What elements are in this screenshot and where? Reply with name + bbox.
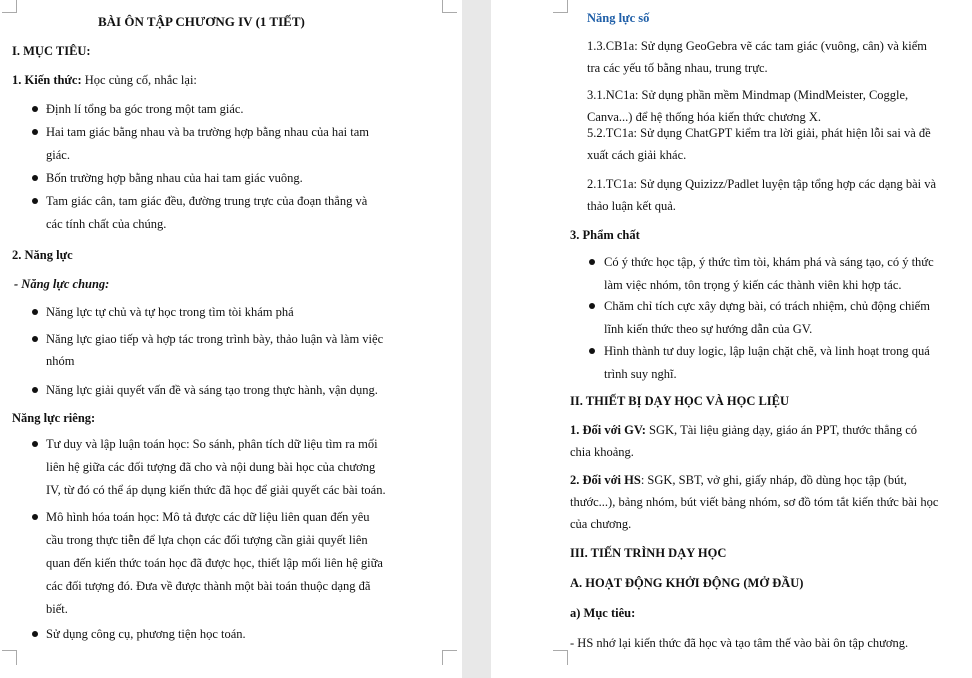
list-item-line: Hình thành tư duy logic, lập luận chặt chẽ, và linh hoạt trong quá [604,344,930,358]
section-heading: II. THIẾT BỊ DẠY HỌC VÀ HỌC LIỆU [570,394,790,408]
list-item-line: Năng lực tự chủ và tự học trong tìm tòi khám phá [46,305,294,319]
knowledge-line [12,72,197,88]
list-item-line: 1.3.CB1a: Sử dụng GeoGebra vẽ các tam giác (vuông, cân) và kiểm [587,39,928,53]
teacher-text-line: chia khoảng. [570,445,634,459]
list-item-line: nhóm [46,354,75,368]
student-label: 2. Đối với HS [570,473,641,487]
list-item-line: 5.2.TC1a: Sử dụng ChatGPT kiểm tra lời giải, phát hiện lỗi sai và đề [587,126,931,140]
list-item-line: 2.1.TC1a: Sử dụng Quizizz/Padlet luyện tập tổng hợp các dạng bài và [587,177,937,191]
section-heading: A. HOẠT ĐỘNG KHỞI ĐỘNG (MỞ ĐẦU) [570,576,804,590]
list-item-line: trình suy nghĩ. [604,367,677,381]
section-heading: 3. Phẩm chất [570,228,640,242]
bullet-marker [32,441,38,447]
bullet-marker [589,259,595,265]
document-page-left [0,0,462,678]
subsection-heading: a) Mục tiêu: [570,606,636,620]
bullet-marker [32,387,38,393]
bullet-marker [32,198,38,204]
list-item-line: 3.1.NC1a: Sử dụng phần mềm Mindmap (MindMeister, Coggle, [587,88,909,102]
teacher-materials [570,422,917,438]
bullet-marker [32,129,38,135]
bullet-marker [32,106,38,112]
bullet-marker [32,631,38,637]
student-text-line: của chương. [570,517,632,531]
teacher-label: 1. Đối với GV: [570,423,646,437]
knowledge-text: Học củng cố, nhắc lại: [84,73,197,87]
list-item-line: Hai tam giác bằng nhau và ba trường hợp bằng nhau của hai tam [46,125,370,139]
list-item-line: các tính chất của chúng. [46,217,167,231]
student-materials [570,472,907,488]
margin-mark [553,650,568,665]
list-item-line: Bốn trường hợp bằng nhau của hai tam giác vuông. [46,171,303,185]
student-text-line: thước...), bảng nhóm, bút viết bảng nhóm, sơ đồ tóm tắt kiến thức bài học [570,495,939,509]
bullet-marker [32,336,38,342]
list-item-line: thảo luận kết quả. [587,199,676,213]
list-item-line: quan đến kiến thức toán học đã được học, thiết lập mối liên hệ giữa [46,556,383,570]
bullet-marker [589,303,595,309]
document-title: BÀI ÔN TẬP CHƯƠNG IV (1 TIẾT) [98,14,305,29]
list-item-line: Năng lực giải quyết vấn đề và sáng tạo trong thực hành, vận dụng. [46,383,378,397]
margin-mark [442,0,457,13]
document-page-right [491,0,972,678]
list-item-line: tra các yếu tố bằng nhau, trung trực. [587,61,768,75]
section-heading: I. MỤC TIÊU: [12,44,91,58]
subsection-heading: Năng lực riêng: [12,411,96,425]
list-item-line: Tam giác cân, tam giác đều, đường trung trực của đoạn thẳng và [46,194,368,208]
list-item-line: làm việc nhóm, tôn trọng ý kiến các thành viên khi hợp tác. [604,278,902,292]
list-item-line: giác. [46,148,70,162]
list-item-line: Canva...) để hệ thống hóa kiến thức chương X. [587,110,821,124]
list-item-line: Năng lực giao tiếp và hợp tác trong trình bày, thảo luận và làm việc [46,332,384,346]
section-heading: 2. Năng lực [12,248,73,262]
student-text-line: : SGK, SBT, vở ghi, giấy nháp, đồ dùng học tập (bút, [640,473,907,487]
list-item-line: biết. [46,602,68,616]
bullet-marker [32,309,38,315]
list-item-line: IV, từ đó có thể áp dụng kiến thức đã học để giải quyết các bài toán. [46,483,386,497]
teacher-text-line: SGK, Tài liệu giảng dạy, giáo án PPT, thước thẳng có [649,423,918,437]
bullet-marker [32,175,38,181]
section-heading: Năng lực số [587,11,650,25]
list-item-line: Có ý thức học tập, ý thức tìm tòi, khám phá và sáng tạo, có ý thức [604,255,934,269]
bullet-marker [32,514,38,520]
objective-text: - HS nhớ lại kiến thức đã học và tạo tâm thế vào bài ôn tập chương. [570,636,909,650]
knowledge-label: 1. Kiến thức: [12,73,82,87]
margin-mark [442,650,457,665]
margin-mark [2,0,17,13]
list-item-line: xuất cách giải khác. [587,148,687,162]
margin-mark [553,0,568,13]
list-item-line: lĩnh kiến thức theo sự hướng dẫn của GV. [604,322,813,336]
list-item-line: các đối tượng đó. Đưa về được thành một bài toán thuộc dạng đã [46,579,371,593]
list-item-line: Mô hình hóa toán học: Mô tả được các dữ liệu liên quan đến yêu [46,510,370,524]
list-item-line: Chăm chỉ tích cực xây dựng bài, có trách nhiệm, chủ động chiếm [604,299,930,313]
subsection-heading: - Năng lực chung: [14,277,110,291]
list-item-line: cầu trong thực tiễn để lựa chọn các đối tượng cần giải quyết liên [46,533,368,547]
list-item-line: Định lí tổng ba góc trong một tam giác. [46,102,244,116]
margin-mark [2,650,17,665]
list-item-line: Tư duy và lập luận toán học: So sánh, phân tích dữ liệu tìm ra mối [46,437,378,451]
section-heading: III. TIẾN TRÌNH DẠY HỌC [570,546,727,560]
bullet-marker [589,348,595,354]
list-item-line: Sử dụng công cụ, phương tiện học toán. [46,627,246,641]
list-item-line: liên hệ giữa các đối tượng đã cho và nội dung bài học của chương [46,460,376,474]
